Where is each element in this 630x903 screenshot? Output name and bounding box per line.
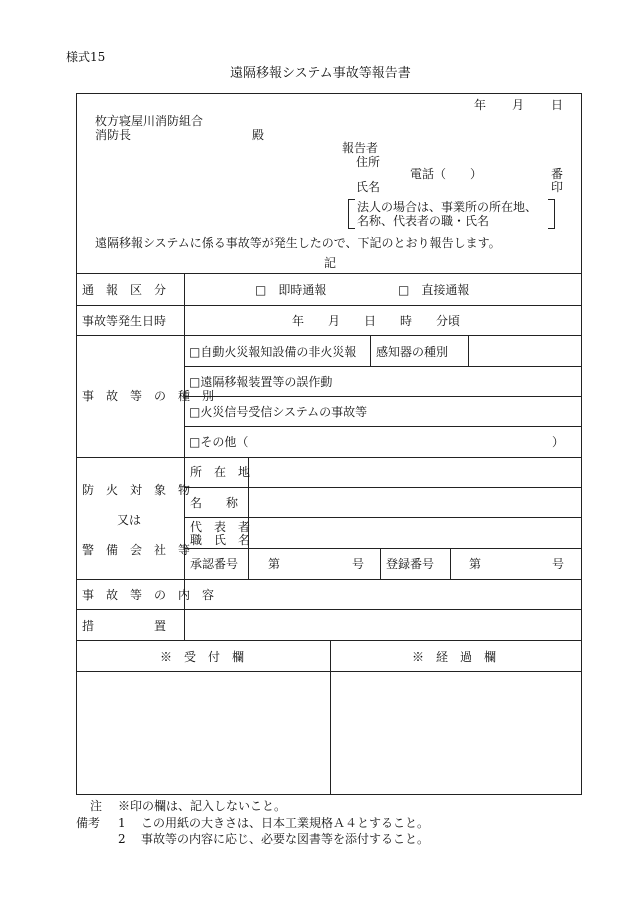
ki-label: 記 [324, 256, 337, 270]
occurred-value: 年 月 日 時 分頃 [292, 314, 461, 328]
report-type-label: 通 報 区 分 [82, 283, 167, 297]
note-label: 注 [90, 799, 103, 813]
row-line [76, 579, 582, 580]
row-line [184, 396, 582, 397]
row-line [76, 609, 582, 610]
target-label-3: 警 備 会 社 等 [82, 543, 191, 557]
row-line [76, 671, 582, 672]
col-line [330, 640, 331, 795]
intro-text: 遠隔移報システムに係る事故等が発生したので、下記のとおり報告します。 [95, 236, 501, 250]
measures-label: 措 置 [82, 619, 167, 633]
row-line [76, 457, 582, 458]
date-day: 日 [551, 98, 564, 112]
accident-type-other-close: ） [552, 435, 565, 449]
registration-no-prefix: 第 [469, 557, 482, 571]
accident-type-other[interactable]: □その他（ [189, 435, 249, 449]
col-line [184, 273, 185, 640]
row-line [184, 517, 582, 518]
form-number: 様式15 [66, 50, 106, 64]
report-type-direct[interactable]: □ 直接通報 [398, 283, 470, 297]
corp-note-line1: 法人の場合は、事業所の所在地、 [357, 200, 538, 214]
progress-label: ※ 経 過 欄 [412, 650, 497, 664]
approval-number-label: 承認番号 [190, 557, 239, 571]
date-year: 年 [474, 98, 487, 112]
target-label-2: 又は [117, 513, 142, 527]
registration-number-label: 登録番号 [386, 557, 435, 571]
row-line [76, 335, 582, 336]
registration-no-suffix: 号 [552, 557, 565, 571]
accident-type-system-accident[interactable]: □火災信号受信システムの事故等 [189, 405, 368, 419]
target-rep-label-2: 職 氏 名 [190, 533, 251, 547]
col-line [380, 548, 381, 579]
approval-no-prefix: 第 [268, 557, 281, 571]
report-type-immediate[interactable]: □ 即時通報 [255, 283, 327, 297]
page-title: 遠隔移報システム事故等報告書 [230, 66, 411, 81]
remark-1-number: 1 [118, 816, 126, 830]
col-line [450, 548, 451, 579]
row-line [184, 366, 582, 367]
target-rep-label-1: 代 表 者 [190, 520, 251, 534]
reception-label: ※ 受 付 欄 [160, 650, 245, 664]
remark-2-number: 2 [118, 832, 126, 846]
row-line [76, 640, 582, 641]
remarks-label: 備考 [76, 816, 101, 830]
reporter-label: 報告者 [342, 141, 379, 155]
reporter-seal: 印 [551, 180, 564, 194]
form-frame [76, 93, 582, 795]
occurred-label: 事故等発生日時 [82, 314, 167, 328]
corp-note-line2: 名称、代表者の職・氏名 [357, 214, 490, 228]
note-text: ※印の欄は、記入しないこと。 [118, 799, 287, 813]
row-line [76, 273, 582, 274]
row-line [184, 548, 582, 549]
row-line [184, 426, 582, 427]
target-label-1: 防 火 対 象 物 [82, 483, 191, 497]
addressee-title: 消防長 [95, 128, 132, 142]
remark-2-text: 事故等の内容に応じ、必要な図書等を添付すること。 [141, 832, 430, 846]
col-line [468, 335, 469, 366]
reporter-phone-suffix: 番 [551, 167, 564, 181]
accident-type-false-alarm[interactable]: □自動火災報知設備の非火災報 [189, 345, 357, 359]
detector-type-label: 感知器の種別 [376, 345, 449, 359]
addressee-org: 枚方寝屋川消防組合 [95, 114, 204, 128]
bracket-right [548, 199, 555, 229]
content-label: 事 故 等 の 内 容 [82, 588, 215, 602]
accident-type-label: 事 故 等 の 種 別 [82, 389, 215, 403]
reporter-address-label: 住所 [356, 155, 381, 169]
reporter-phone-label: 電話（ ） [410, 167, 483, 181]
addressee-honorific: 殿 [252, 128, 265, 142]
date-month: 月 [512, 98, 525, 112]
accident-type-malfunction[interactable]: □遠隔移報装置等の誤作動 [189, 375, 333, 389]
bracket-left [348, 199, 355, 229]
remark-1-text: この用紙の大きさは、日本工業規格Ａ４とすること。 [141, 816, 430, 830]
reporter-name-label: 氏名 [356, 180, 381, 194]
approval-no-suffix: 号 [352, 557, 365, 571]
row-line [76, 305, 582, 306]
col-line [370, 335, 371, 366]
row-line [184, 487, 582, 488]
target-name-label: 名 称 [190, 496, 239, 510]
target-location-label: 所 在 地 [190, 465, 251, 479]
